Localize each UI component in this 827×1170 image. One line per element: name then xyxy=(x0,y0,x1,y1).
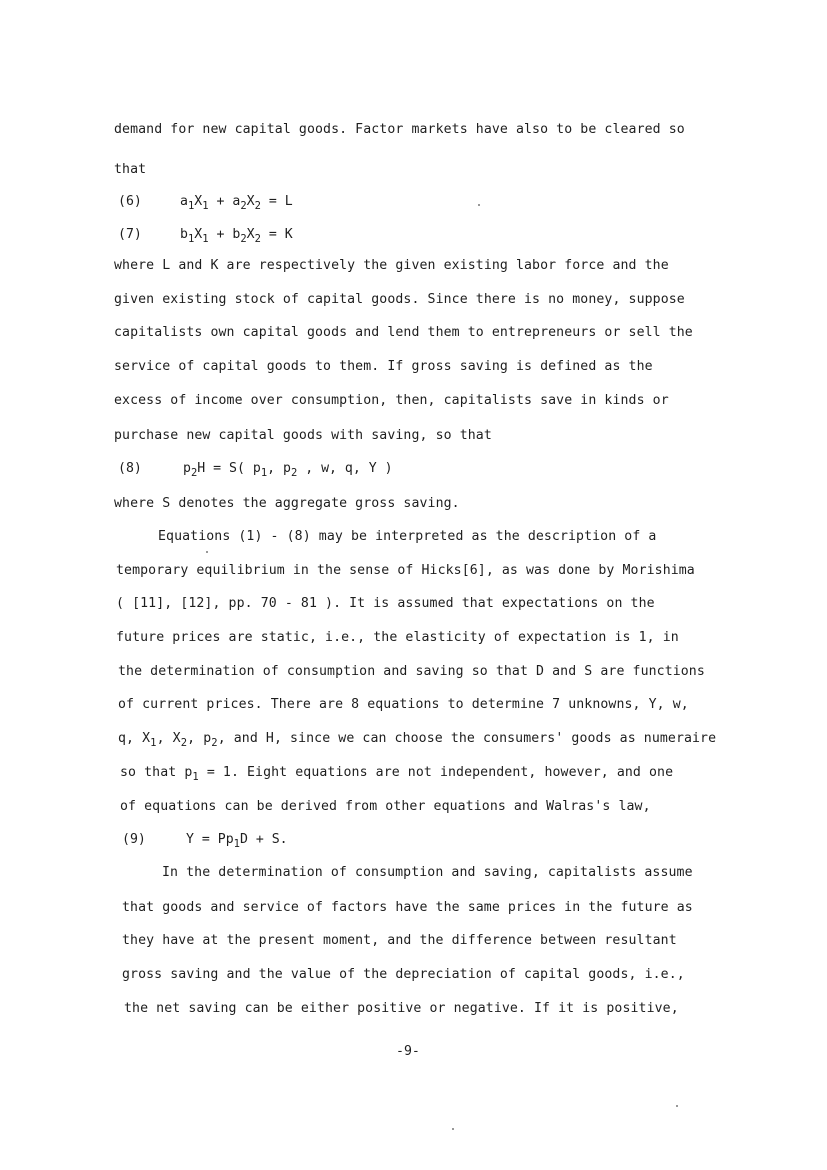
text-line: that xyxy=(114,162,147,177)
equation-8: (8) $p_2H = S$( $p_1$, $p_2$ , w, q, Y ) xyxy=(118,461,393,479)
text-line: temporary equilibrium in the sense of Hicks[6], as was done by Morishima xyxy=(116,563,695,578)
text-line: Equations (1) - (8) may be interpreted as the description of a xyxy=(158,529,657,544)
text-line: service of capital goods to them. If gross saving is defined as the xyxy=(114,359,653,374)
text-line: of equations can be derived from other equations and Walras's law, xyxy=(120,799,651,814)
scan-speck xyxy=(206,551,208,553)
text-line: given existing stock of capital goods. Since there is no money, suppose xyxy=(114,292,685,307)
equation-number: (9) xyxy=(122,832,146,847)
text-line: of current prices. There are 8 equations to determine 7 unknowns, Y, w, xyxy=(118,697,689,712)
text-line: gross saving and the value of the depreciation of capital goods, i.e., xyxy=(122,967,685,982)
equation-number: (6) xyxy=(118,194,142,209)
text-line: where L and K are respectively the given existing labor force and the xyxy=(114,258,669,273)
text-line: that goods and service of factors have the same prices in the future as xyxy=(122,900,693,915)
page-number: -9- xyxy=(396,1044,420,1059)
text-line: the determination of consumption and saving so that D and S are functions xyxy=(118,664,705,679)
scan-speck xyxy=(478,204,480,206)
text-line: so that $p_1 = 1$. Eight equations are not independent, however, and one xyxy=(120,765,674,783)
text-line: the net saving can be either positive or negative. If it is positive, xyxy=(124,1001,679,1016)
text-line: capitalists own capital goods and lend them to entrepreneurs or sell the xyxy=(114,325,693,340)
text-line: where S denotes the aggregate gross saving. xyxy=(114,496,460,511)
text-line: future prices are static, i.e., the elasticity of expectation is 1, in xyxy=(116,630,679,645)
equation-number: (8) xyxy=(118,461,142,476)
text-line: In the determination of consumption and saving, capitalists assume xyxy=(162,865,693,880)
text-line: excess of income over consumption, then, capitalists save in kinds or xyxy=(114,393,669,408)
text-line: ( [11], [12], pp. 70 - 81 ). It is assumed that expectations on the xyxy=(116,596,655,611)
text-line: they have at the present moment, and the difference between resultant xyxy=(122,933,677,948)
scan-speck xyxy=(452,1128,454,1130)
equation-6: (6) $a_1X_1 + a_2X_2 = L$ xyxy=(118,194,293,212)
scan-speck xyxy=(676,1105,678,1107)
text-line: purchase new capital goods with saving, so that xyxy=(114,428,492,443)
equation-number: (7) xyxy=(118,227,142,242)
text-line: q, $X_1$, $X_2$, $p_2$, and H, since we can choose the consumers' goods as numeraire xyxy=(118,731,717,749)
equation-9: (9) $Y = Pp_1D + S$. xyxy=(122,832,288,850)
text-line: demand for new capital goods. Factor markets have also to be cleared so xyxy=(114,122,685,137)
equation-7: (7) $b_1X_1 + b_2X_2 = K$ xyxy=(118,227,293,245)
